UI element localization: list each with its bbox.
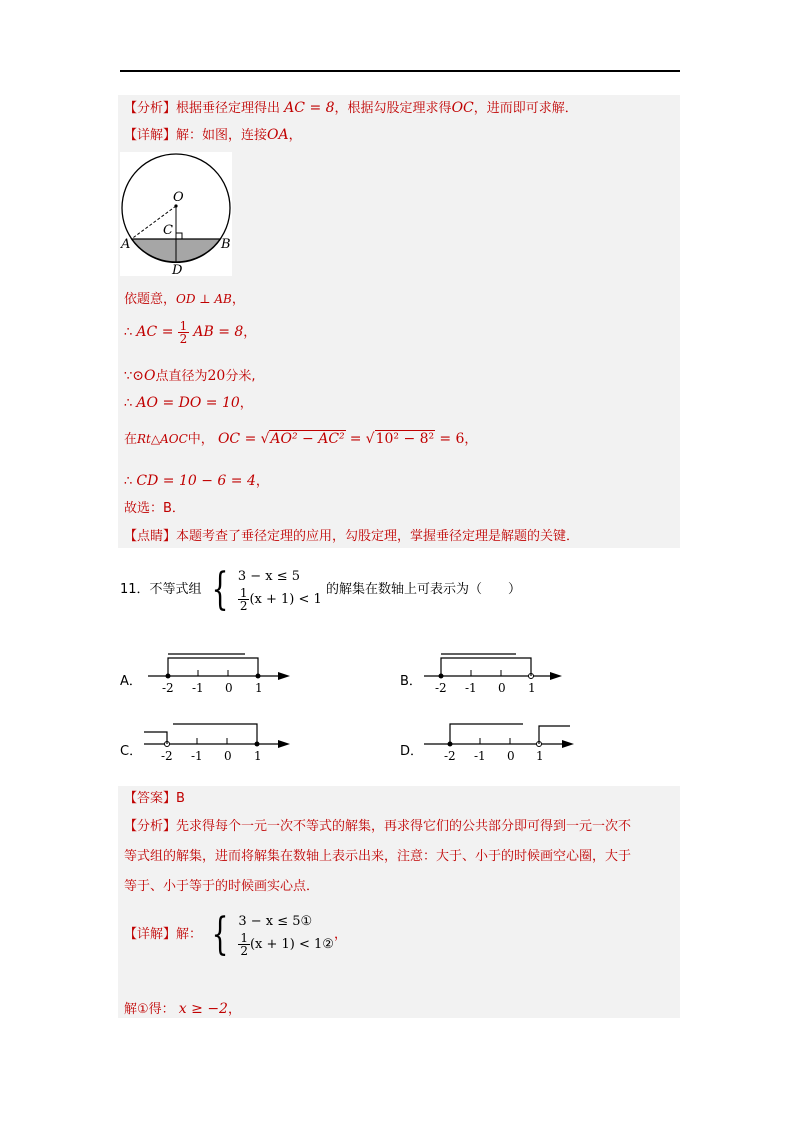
detail2-line: 【详解】解： { 3 − x ≤ 5① $\frac{1}{2}$ (x + 1) < 1② ， [124,908,347,960]
solve-line: 解①得： x ≥ −2， [124,1001,241,1017]
step-7: 故选：B． [124,501,185,516]
detail2-tag: 【详解】 [124,927,177,942]
option-a-label[interactable]: A． [120,674,142,689]
analysis2-line-2: 等式组的解集，进而将解集在数轴上表示出来，注意：大于、小于的时候画空心圈，大于 [124,849,632,864]
tick-1: 1 [255,681,263,695]
label-c: C [163,223,173,238]
analysis-line: 【分析】根据垂径定理得出 AC = 8，根据勾股定理求得OC，进而即可求解． [124,100,578,116]
label-o: O [173,190,184,205]
tick-1: 1 [536,749,544,763]
question-11: 11．不等式组 { 3 − x ≤ 5 $\frac{1}{2}$ (x + 1) < 1 的解集在数轴上可表示为（ ） [120,563,521,615]
label-d: D [172,263,183,276]
option-d-numberline[interactable] [418,718,583,766]
answer-value: B [176,791,185,806]
circle-figure [120,152,232,276]
tick-neg1: -1 [192,681,204,695]
tick-0: 0 [498,681,506,695]
option-c-label[interactable]: C． [120,744,143,759]
step-4: ∴ AO = DO = 10， [124,395,253,411]
tick-1: 1 [528,681,536,695]
comment-line: 【点睛】本题考查了垂径定理的应用，勾股定理，掌握垂径定理是解题的关键． [124,529,580,544]
label-b: B [221,237,231,252]
step-6: ∴ CD = 10 − 6 = 4， [124,473,269,489]
tick-neg1: -1 [465,681,477,695]
tick-0: 0 [225,681,233,695]
analysis2-line-3: 等于、小于等于的时候画实心点． [124,879,320,894]
option-c-numberline[interactable] [140,718,300,766]
tick-neg2: -2 [162,681,174,695]
step-5: 在Rt△AOC中， OC = √AO² − AC² = √10² − 8² = 6， [124,431,478,447]
tick-neg2: -2 [435,681,447,695]
header-rule [120,70,680,72]
step-2: ∴ AC = $\frac{1}{2}$ AB = 8， [124,319,257,346]
answer-line [124,790,185,808]
analysis2-tag: 【分析】 [124,819,177,834]
step-1: 依题意，OD ⊥ AB， [124,292,245,307]
answer-tag: 【答案】 [124,791,177,806]
question-number: 11．不等式组 [120,582,202,597]
step-3: ∵⊙O点直径为20分米, [124,368,256,384]
option-d-label[interactable]: D． [400,744,424,759]
option-b-numberline[interactable] [416,648,576,696]
analysis-tag: 【分析】 [124,101,177,116]
tick-0: 0 [224,749,232,763]
comment-tag: 【点睛】 [124,529,177,544]
option-b-label[interactable]: B． [400,674,422,689]
tick-0: 0 [507,749,515,763]
detail-tag: 【详解】 [124,128,177,143]
tick-neg2: -2 [444,749,456,763]
option-a-numberline[interactable] [140,648,300,696]
tick-neg1: -1 [474,749,486,763]
tick-1: 1 [254,749,262,763]
analysis2-line-1: 【分析】先求得每个一元一次不等式的解集，再求得它们的公共部分即可得到一元一次不 [124,819,632,834]
tick-neg1: -1 [191,749,203,763]
tick-neg2: -2 [161,749,173,763]
label-a: A [121,237,131,252]
detail-line: 【详解】解：如图，连接OA， [124,127,302,143]
